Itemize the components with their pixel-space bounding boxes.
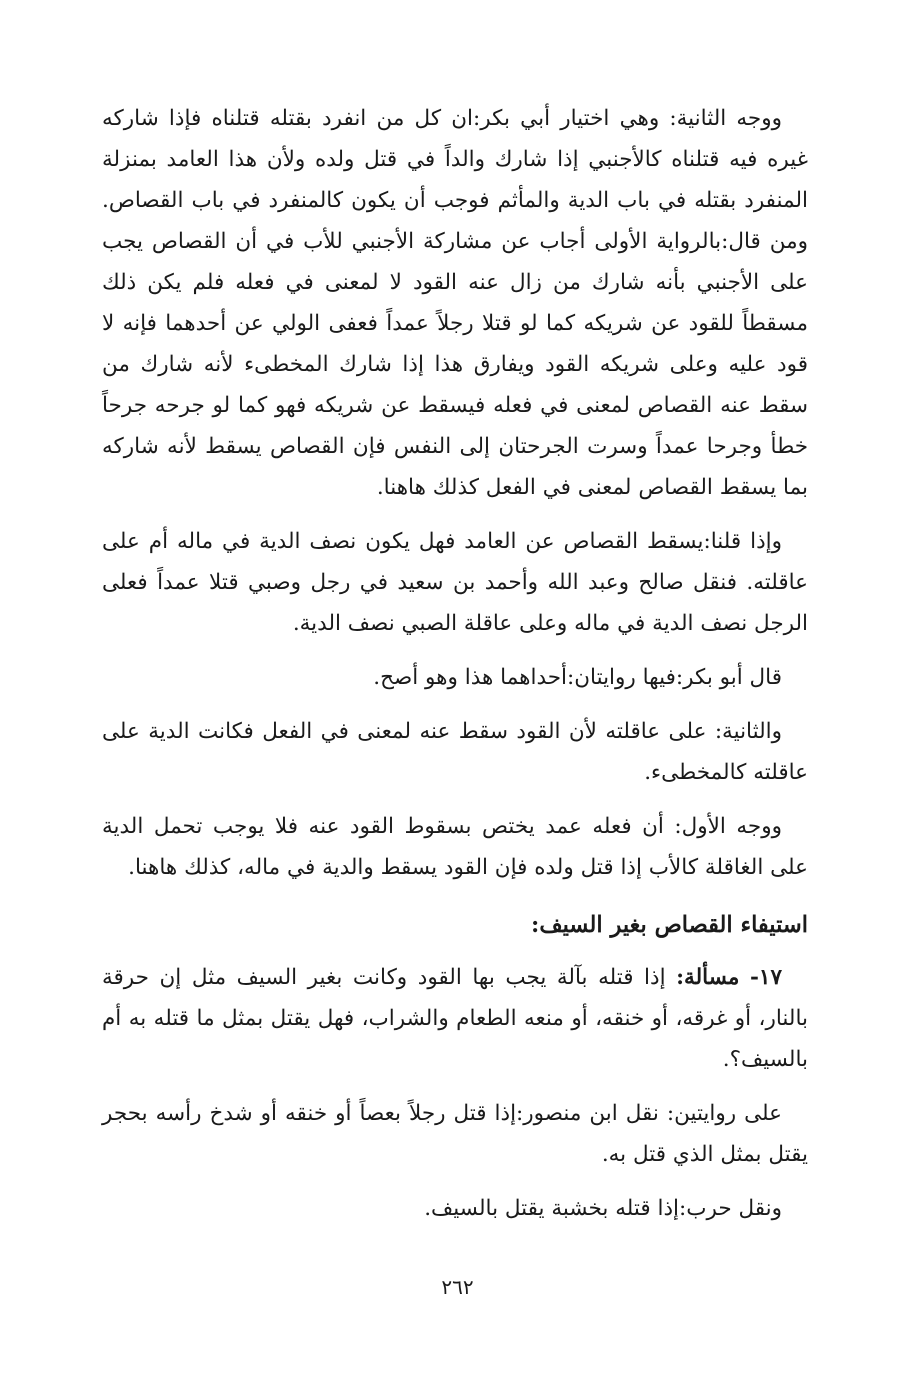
paragraph-text: ووجه الأول: أن فعله عمد يختص بسقوط القود عنه فلا يوجب تحمل الدية على الغاقلة كالأب إذا قتل ولده فإن القود يسقط والدية في ماله، كذلك هاهنا. (102, 814, 808, 880)
paragraph-text: وإذا قلنا:يسقط القصاص عن العامد فهل يكون نصف الدية في ماله أم على عاقلته. فنقل صالح وعبد الله وأحمد بن سعيد في رجل وصبي قتلا عمداً فعلى الرجل نصف الدية في ماله وعلى عاقلة الصبي نصف الدية. (102, 529, 808, 636)
paragraph-first-view (102, 806, 808, 888)
issue-number: ١٧- (749, 965, 782, 990)
paragraph-text: ووجه الثانية: وهي اختيار أبي بكر:ان كل من انفرد بقتله قتلناه فإذا شاركه غيره فيه قتلناه كالأجنبي إذا شارك والداً في قتل ولده ولأن هذا العامد بمنزلة المنفرد بقتله في باب الدية والمأثم فوجب أن يكون كالمنفرد في باب القصاص. ومن قال:بالرواية الأولى أجاب عن مشاركة الأجنبي للأب في أن القصاص يجب على الأجنبي بأنه شارك من زال عنه القود لا لمعنى في فعله فلم يكن ذلك مسقطاً للقود عن شريكه كما لو قتلا رجلاً عمداً فعفى الولي عن أحدهما فإنه لا قود عليه وعلى شريكه القود ويفارق هذا إذا شارك المخطىء لأنه شارك من سقط عنه القصاص لمعنى في فعله فيسقط عن شريكه فهو كما لو جرحه جرحاً خطأ وجرحا عمداً وسرت الجرحتان إلى النفس فإن القصاص يسقط لأنه شاركه بما يسقط القصاص لمعنى في الفعل كذلك هاهنا. (102, 106, 808, 500)
issue-label: مسألة: (676, 965, 740, 990)
paragraph-half-diya (102, 521, 808, 644)
paragraph-text: قال أبو بكر:فيها روايتان:أحداهما هذا وهو أصح. (373, 665, 782, 690)
paragraph-second-view (102, 711, 808, 793)
paragraph-text: ونقل حرب:إذا قتله بخشبة يقتل بالسيف. (424, 1196, 782, 1221)
page-number: ٢٦٢ (441, 1275, 474, 1299)
paragraph-abu-bakr (102, 657, 808, 698)
paragraph-text: على روايتين: نقل ابن منصور:إذا قتل رجلاً بعصاً أو خنقه أو شدخ رأسه بحجر يقتل بمثل الذي قتل به. (102, 1101, 808, 1167)
page-body (102, 98, 808, 1242)
paragraph-second-narration (102, 98, 808, 508)
issue-text: إذا قتله بآلة يجب بها القود وكانت بغير السيف مثل إن حرقة بالنار، أو غرقه، أو خنقه، أو منعه الطعام والشراب، فهل يقتل بمثل ما قتله به أم بالسيف؟. (102, 965, 808, 1072)
paragraph-two-narrations (102, 1093, 808, 1175)
section-heading: استيفاء القصاص بغير السيف: (531, 912, 808, 938)
issue-paragraph (102, 957, 808, 1080)
paragraph-text: والثانية: على عاقلته لأن القود سقط عنه لمعنى في الفعل فكانت الدية على عاقلته كالمخطىء. (102, 719, 808, 785)
paragraph-harb (102, 1188, 808, 1229)
